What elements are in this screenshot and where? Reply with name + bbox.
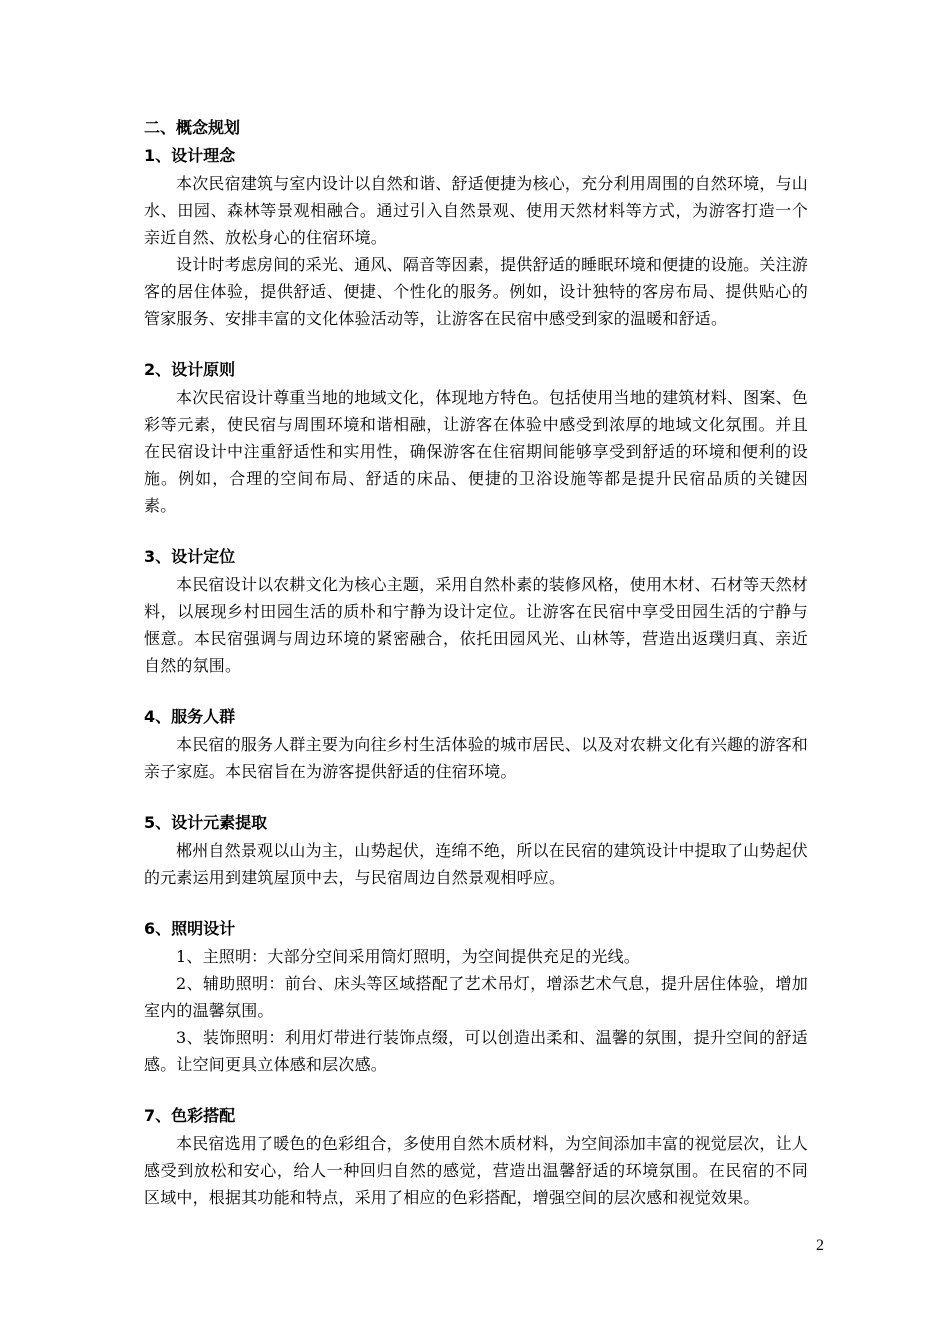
paragraph: 本民宿的服务人群主要为向往乡村生活体验的城市居民、以及对农耕文化有兴趣的游客和亲子家庭。本民宿旨在为游客提供舒适的住宿环境。	[144, 735, 808, 781]
section-design-positioning	[144, 543, 808, 679]
section-title: 3、设计定位	[144, 547, 236, 566]
paragraph: 3、装饰照明：利用灯带进行装饰点缀，可以创造出柔和、温馨的氛围，提升空间的舒适感。让空间更具立体感和层次感。	[144, 1028, 808, 1074]
section-title: 6、照明设计	[144, 919, 236, 938]
section-title: 4、服务人群	[144, 707, 236, 726]
paragraph: 2、辅助照明：前台、床头等区域搭配了艺术吊灯，增添艺术气息，提升居住体验，增加室内的温馨氛围。	[144, 974, 808, 1020]
section-lighting-design	[144, 915, 808, 1078]
section-title: 1、设计理念	[144, 146, 236, 165]
chapter-title: 二、概念规划	[144, 118, 241, 137]
paragraph: 设计时考虑房间的采光、通风、隔音等因素，提供舒适的睡眠环境和便捷的设施。关注游客的居住体验，提供舒适、便捷、个性化的服务。例如，设计独特的客房布局、提供贴心的管家服务、安排丰富的文化体验活动等，让游客在民宿中感受到家的温暖和舒适。	[144, 255, 808, 328]
section-design-elements	[144, 809, 808, 891]
section-design-concept	[144, 142, 808, 332]
paragraph: 1、主照明：大部分空间采用筒灯照明，为空间提供充足的光线。	[176, 947, 640, 966]
section-title: 2、设计原则	[144, 360, 236, 379]
section-design-principles	[144, 356, 808, 519]
page-content	[144, 114, 808, 1211]
section-title: 5、设计元素提取	[144, 813, 268, 832]
section-title: 7、色彩搭配	[144, 1106, 236, 1125]
paragraph: 本次民宿设计尊重当地的地域文化，体现地方特色。包括使用当地的建筑材料、图案、色彩等元素，使民宿与周围环境和谐相融，让游客在体验中感受到浓厚的地域文化氛围。并且在民宿设计中注重舒适性和实用性，确保游客在住宿期间能够享受到舒适的环境和便利的设施。例如，合理的空间布局、舒适的床品、便捷的卫浴设施等都是提升民宿品质的关键因素。	[144, 388, 808, 515]
paragraph: 郴州自然景观以山为主，山势起伏，连绵不绝，所以在民宿的建筑设计中提取了山势起伏的元素运用到建筑屋顶中去，与民宿周边自然景观相呼应。	[144, 841, 808, 887]
page-number: 2	[816, 1237, 824, 1254]
section-target-audience	[144, 703, 808, 785]
paragraph: 本民宿设计以农耕文化为核心主题，采用自然朴素的装修风格，使用木材、石材等天然材料，以展现乡村田园生活的质朴和宁静为设计定位。让游客在民宿中享受田园生活的宁静与惬意。本民宿强调与周边环境的紧密融合，依托田园风光、山林等，营造出返璞归真、亲近自然的氛围。	[144, 575, 808, 675]
paragraph: 本次民宿建筑与室内设计以自然和谐、舒适便捷为核心，充分利用周围的自然环境，与山水、田园、森林等景观相融合。通过引入自然景观、使用天然材料等方式，为游客打造一个亲近自然、放松身心的住宿环境。	[144, 174, 808, 247]
section-color-scheme	[144, 1102, 808, 1211]
paragraph: 本民宿选用了暖色的色彩组合，多使用自然木质材料，为空间添加丰富的视觉层次，让人感受到放松和安心，给人一种回归自然的感觉，营造出温馨舒适的环境氛围。在民宿的不同区域中，根据其功能和特点，采用了相应的色彩搭配，增强空间的层次感和视觉效果。	[144, 1134, 808, 1207]
